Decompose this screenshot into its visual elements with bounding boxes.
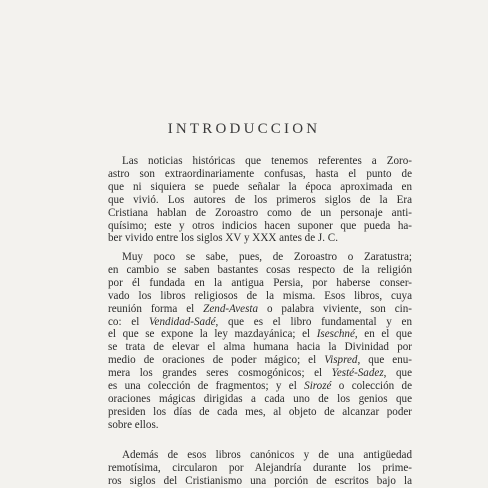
chapter-heading: INTRODUCCION <box>167 121 321 137</box>
text-line: se trata de elevar el alma humana hacia la Divinidad por <box>108 341 412 354</box>
text-line: reunión forma el Zend-Avesta o palabra viviente, son cin- <box>108 302 413 315</box>
text-line: sobre ellos. <box>108 418 159 431</box>
text-line: vado los libros religiosos de la misma. Esos libros, cuya <box>108 289 412 302</box>
text-line: por él fundada en la antigua Persia, por haberse conser- <box>108 276 412 289</box>
text-line: Cristiana hablan de Zoroastro como de un personaje anti- <box>108 206 412 219</box>
text-line: en cambio se saben bastantes cosas respecto de la religión <box>108 263 412 276</box>
text-line: presiden los días de cada mes, al objeto de alcanzar poder <box>108 405 412 418</box>
text-line: co: el Vendidad-Sadé, que es el libro fundamental y en <box>108 315 413 328</box>
text-line: remotísima, circularon por Alejandría durante los prime- <box>108 461 412 474</box>
paragraph-2 <box>108 251 412 432</box>
paragraph-1 <box>108 155 412 245</box>
text-line: Muy poco se sabe, pues, de Zoroastro o Zaratustra; <box>122 251 412 263</box>
text-line: medio de oraciones de poder mágico; el Vispred, que enu- <box>108 354 412 367</box>
text-line: oraciones mágicas dirigidas a cada uno de los genios que <box>108 392 412 405</box>
text-line: quísimo; este y otros indicios hacen suponer que pueda ha- <box>108 219 412 232</box>
text-line: astro son extraordinariamente confusas, hasta el punto de <box>108 167 412 180</box>
text-line: el que se expone la ley mazdayánica; el Iseschné, en el que <box>108 328 412 341</box>
text-line: Las noticias históricas que tenemos referentes a Zoro- <box>122 155 412 167</box>
paragraph-3 <box>108 449 412 488</box>
text-line: Además de esos libros canónicos y de una antigüedad <box>122 449 412 461</box>
text-line: que ni siquiera se puede señalar la época aproximada en <box>108 180 412 193</box>
text-line: mera los grandes seres cosmogónicos; el Yesté-Sadez, que <box>108 367 412 380</box>
text-line: ros siglos del Cristianismo una porción de escritos bajo la <box>108 474 412 487</box>
text-line: ber vivido entre los siglos XV y XXX antes de J. C. <box>108 232 338 245</box>
text-line: es una colección de fragmentos; y el Sirozé o colección de <box>108 380 412 393</box>
text-line: que vivió. Los autores de los primeros siglos de la Era <box>108 193 412 206</box>
